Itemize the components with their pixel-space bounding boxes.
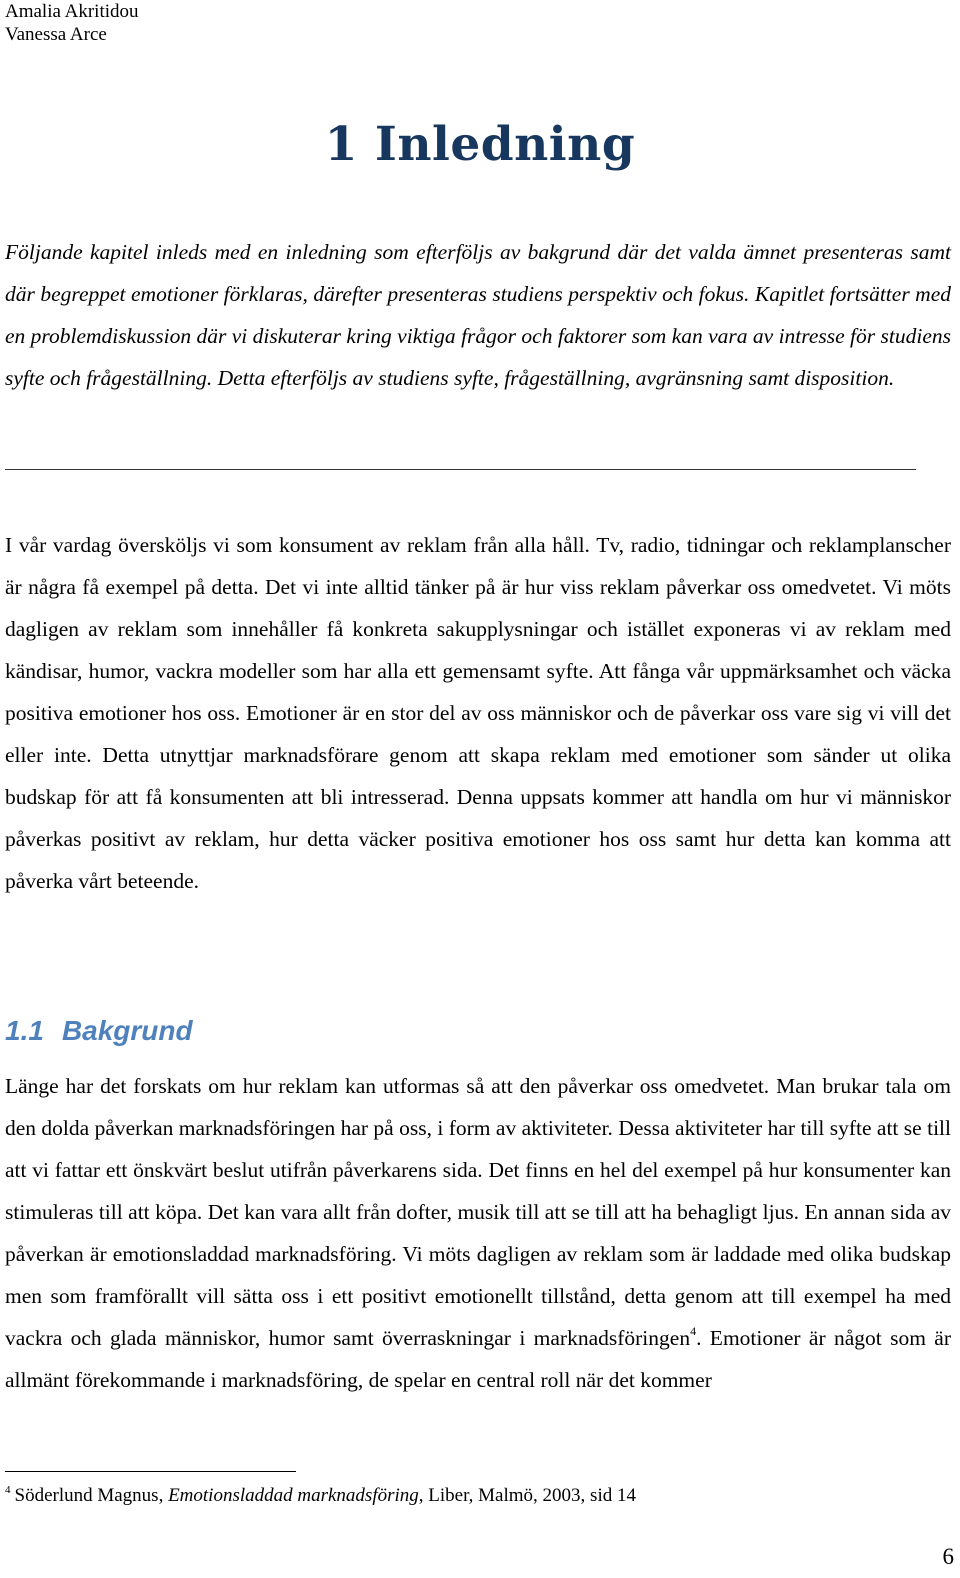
background-text-continued: . Emotioner är något som är allmänt förekommande i marknadsföring, de spelar en central roll när det kommer (5, 1326, 951, 1392)
footnote-book-title: Emotionsladdad marknadsföring (168, 1485, 419, 1506)
author-name-2: Vanessa Arce (5, 24, 107, 45)
footnote-details: , Liber, Malmö, 2003, sid 14 (418, 1485, 636, 1506)
footnote-number: 4 (5, 1484, 11, 1496)
author-name-1: Amalia Akritidou (5, 1, 139, 22)
section-divider (5, 469, 916, 470)
section-number: 1.1 (5, 1015, 44, 1046)
page-number: 6 (942, 1544, 954, 1569)
body-paragraph: I vår vardag översköljs vi som konsument av reklam från alla håll. Tv, radio, tidningar och reklamplanscher är några få exempel på detta. Det vi inte alltid tänker på är hur viss reklam påverkar oss omedvetet. Vi möts dagligen av reklam som innehåller få konkreta sakupplysningar och istället exponeras vi av reklam med kändisar, humor, vackra modeller som har alla ett gemensamt syfte. Att fånga vår uppmärksamhet och väcka positiva emotioner hos oss. Emotioner är en stor del av oss människor och de påverkar oss vare sig vi vill det eller inte. Detta utnyttjar marknadsförare genom att skapa reklam med emotioner som sänder ut olika budskap för att få konsumenten att bli intresserad. Denna uppsats kommer att handla om hur vi människor påverkas positivt av reklam, hur detta väcker positiva emotioner hos oss samt hur detta kan komma att påverka vårt beteende. (5, 533, 951, 893)
footnote (5, 1484, 636, 1508)
section-heading (5, 1013, 193, 1049)
intro-paragraph: Följande kapitel inleds med en inledning som efterföljs av bakgrund där det valda ämnet presenteras samt där begreppet emotioner förklaras, därefter presenteras studiens perspektiv och fokus. Kapitlet fortsätter med en problemdiskussion där vi diskuterar kring viktiga frågor och faktorer som kan vara av intresse för studiens syfte och frågeställning. Detta efterföljs av studiens syfte, frågeställning, avgränsning samt disposition. (5, 240, 951, 390)
background-paragraph (5, 1065, 951, 1401)
footnote-separator (5, 1471, 296, 1472)
section-title: Bakgrund (61, 1015, 193, 1046)
chapter-title: 1 Inledning (324, 117, 636, 172)
author-header (5, 0, 139, 46)
background-text: Länge har det forskats om hur reklam kan utformas så att den påverkar oss omedvetet. Man brukar tala om den dolda påverkan marknadsföringen har på oss, i form av aktiviteter. Dessa aktiviteter har till syfte att se till att vi fattar ett önskvärt beslut utifrån påverkarens sida. Det finns en hel del exempel på hur konsumenter kan stimuleras till att köpa. Det kan vara allt från dofter, musik till att se till att ha behagligt ljus. En annan sida av påverkan är emotionsladdad marknadsföring. Vi möts dagligen av reklam som är laddade med olika budskap men som framförallt vill sätta oss i ett positivt emotionellt tillstånd, detta genom att till exempel ha med vackra och glada människor, humor samt överraskningar i marknadsföringen (5, 1074, 951, 1350)
footnote-author: Söderlund Magnus, (14, 1485, 169, 1506)
footnote-reference[interactable]: 4 (690, 1324, 697, 1338)
